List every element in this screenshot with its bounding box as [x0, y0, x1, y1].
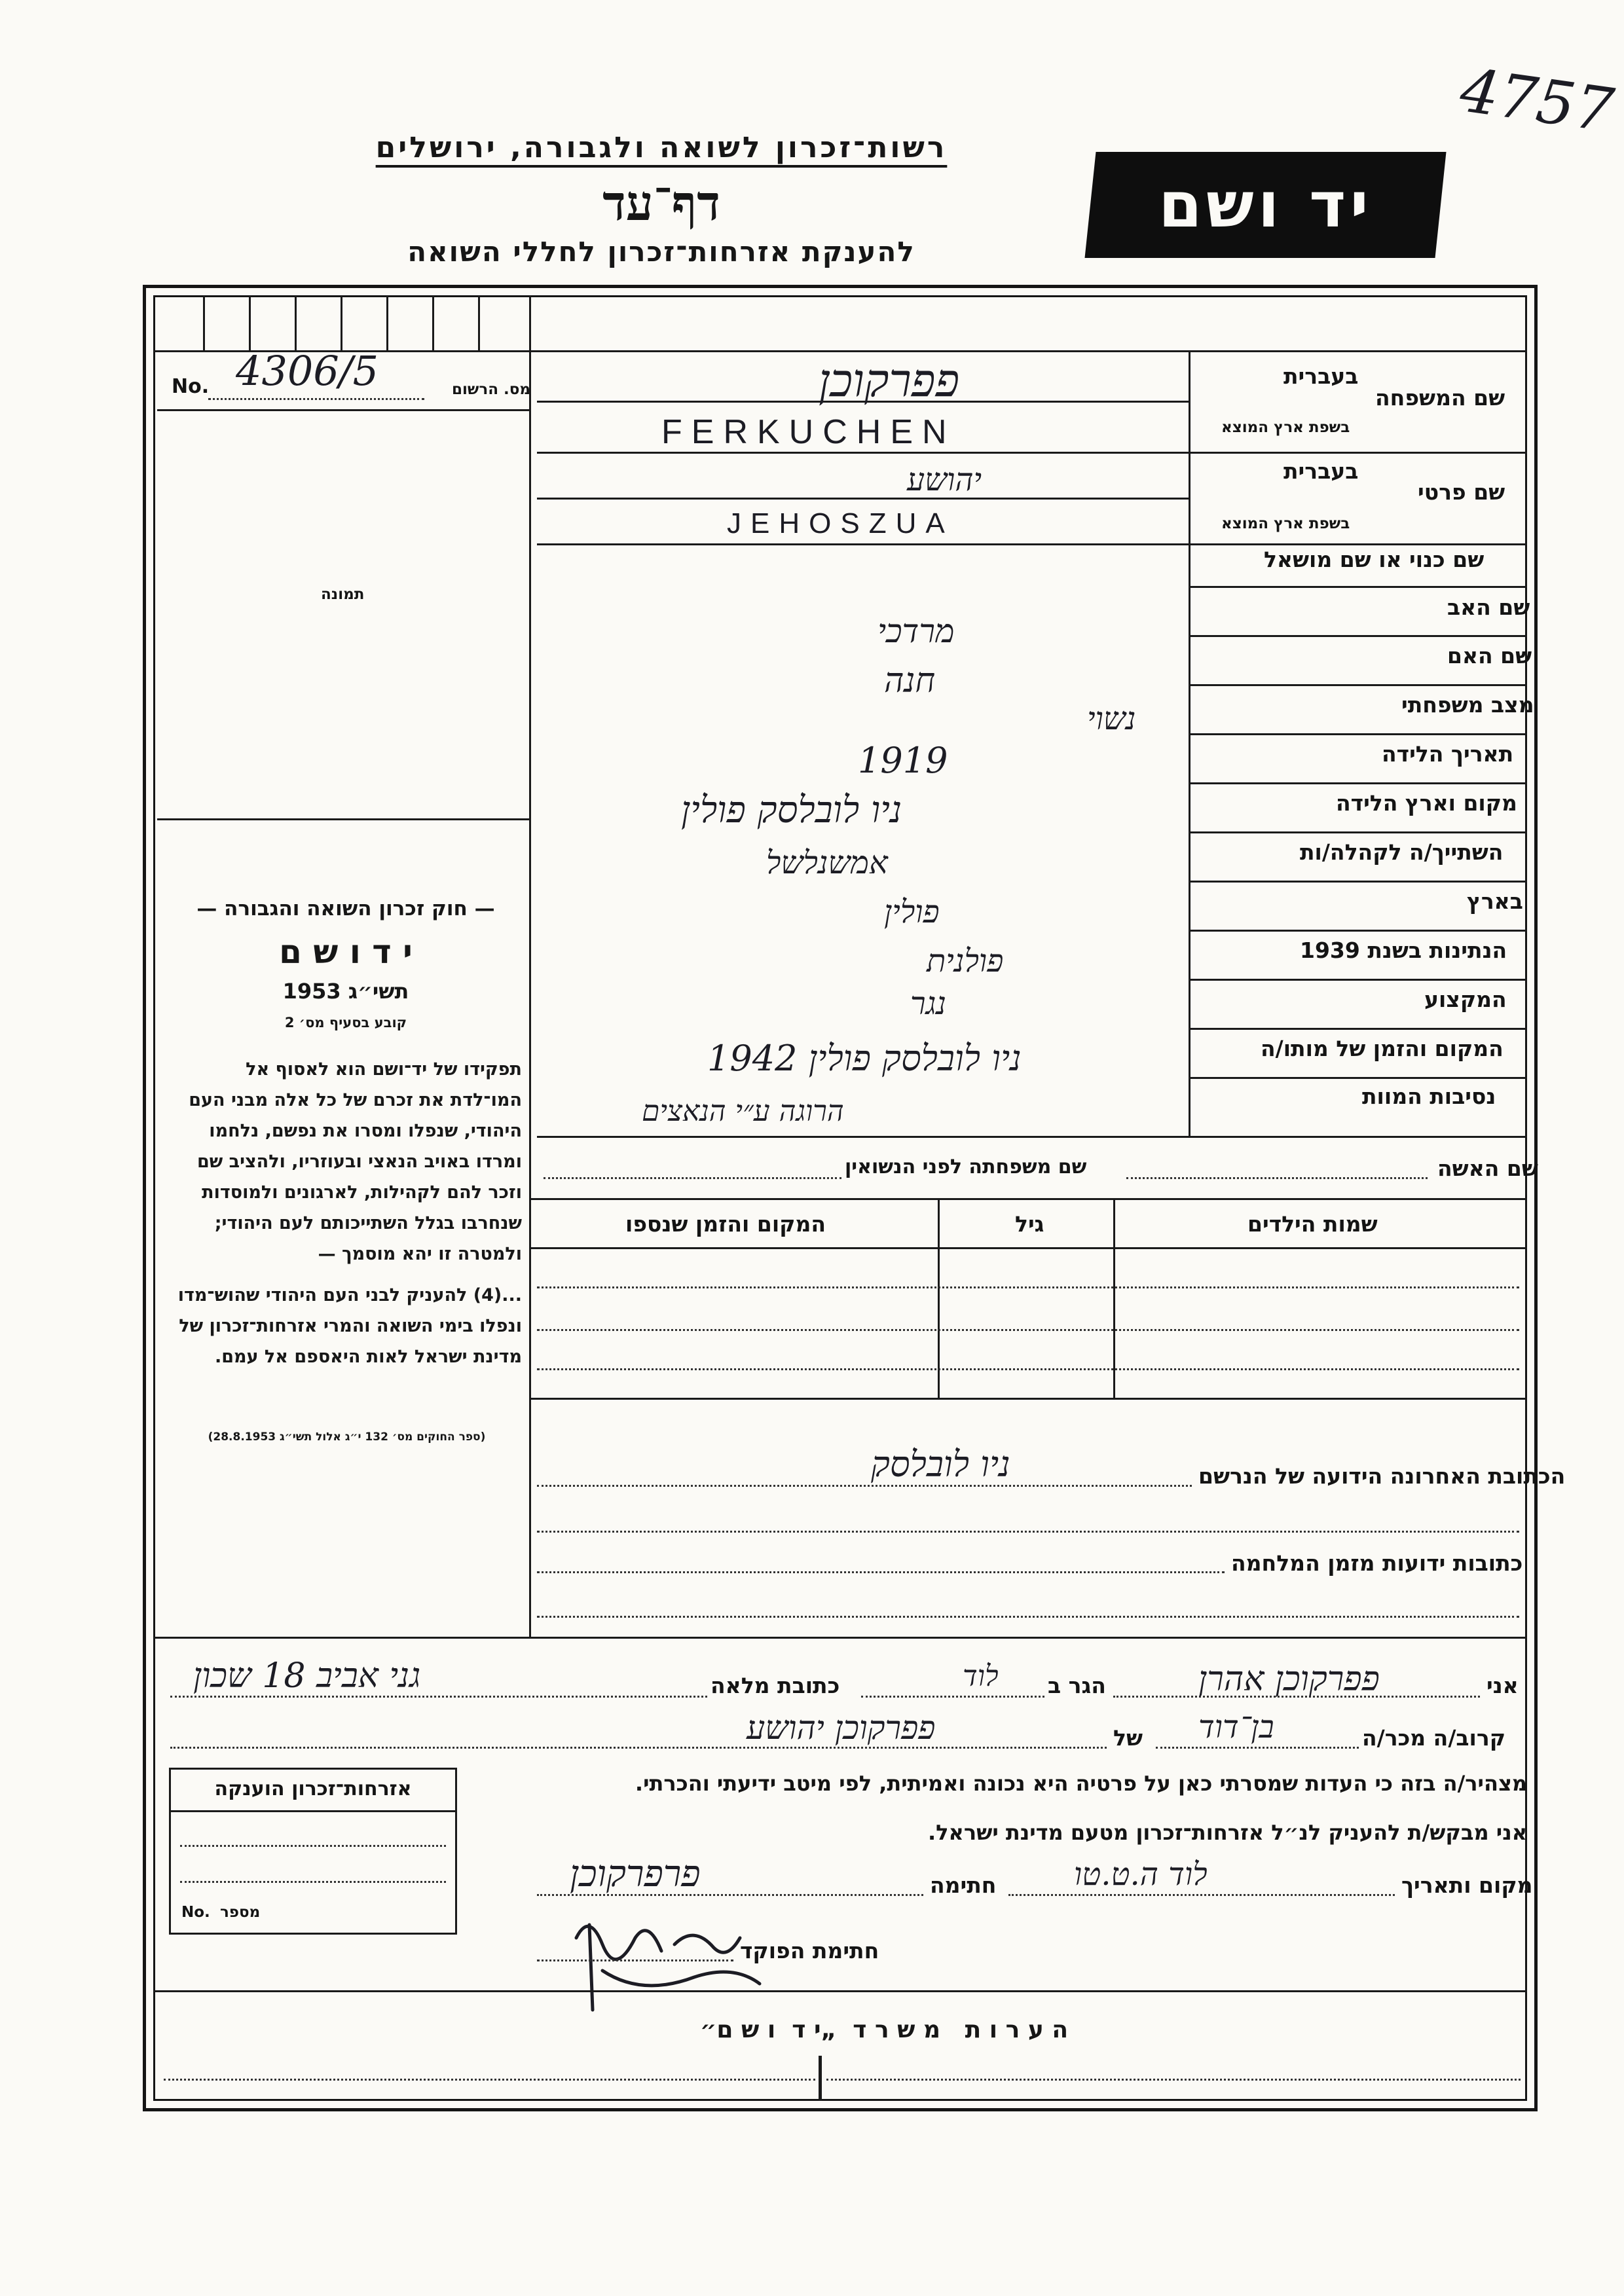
declarant-i-label: אני — [1486, 1673, 1519, 1698]
firstname-hebrew-sublabel: בעברית — [1283, 458, 1359, 484]
law-heading: — חוק זכרון השואה והגבורה — — [196, 897, 495, 920]
firstname-latin-value: JEHOSZUA — [727, 507, 954, 539]
declarant-resident-label: הגר ב — [1048, 1673, 1106, 1698]
declarant-address-value: גני אביב 18 שכון — [193, 1656, 421, 1696]
declarant-relation: בן־דוד — [1198, 1709, 1274, 1745]
law-clause: קובע בסעיף מס׳ 2 — [284, 1015, 407, 1030]
community-label: השתייך/ה לקהלה/ות — [1300, 839, 1504, 865]
logo-text: יד ושם — [1158, 168, 1373, 242]
last-address-label: הכתובת האחרונה הידועה של הנרשם — [1198, 1463, 1566, 1489]
declaration-line-2: אני מבקש/ת להעניק לנ״ל אזרחות־זכרון מטעם מדינת ישראל. — [928, 1820, 1527, 1845]
firstname-label: שם פרטי — [1418, 479, 1505, 505]
profession-value: נגר — [910, 985, 947, 1022]
nickname-label: שם כנוי או שם מושאל — [1264, 547, 1485, 572]
form-subtitle: להענקת אזרחות־זכרון לחללי השואה — [407, 236, 915, 268]
officer-signature-scribble — [563, 1899, 838, 2030]
mother-value: חנה — [884, 661, 936, 701]
declarant-name: פפרקוכן אהרן — [1198, 1660, 1380, 1699]
wife-maiden-dots — [544, 1177, 841, 1179]
surname-hebrew-sublabel: בעברית — [1283, 363, 1359, 389]
registration-label: מס. הרשום — [452, 381, 531, 398]
surname-origin-sublabel: בשפת ארץ המוצא — [1221, 419, 1350, 436]
in-country-value: פולין — [884, 894, 940, 930]
birth-place-label: מקום וארץ הלידה — [1336, 790, 1517, 816]
wartime-address-dots — [537, 1571, 1225, 1573]
corner-number: 4757 — [1456, 55, 1618, 146]
signature-label: חתימה — [930, 1872, 997, 1898]
declarant-address-label: כתובת מלאה — [710, 1673, 840, 1698]
in-country-label: בארץ — [1467, 888, 1523, 914]
wartime-address-label: כתובות ידועות מזמן המלחמה — [1231, 1550, 1523, 1576]
marital-value: נשוי — [1087, 701, 1136, 737]
office-notes-divider — [819, 2056, 822, 2101]
birth-date-label: תאריך הלידה — [1382, 741, 1514, 767]
place-date-value: לוד ה.ט.טו — [1074, 1856, 1208, 1893]
citizenship-box-title: אזרחות־זכרון הוענקה — [214, 1777, 412, 1800]
citizenship-granted-box — [169, 1768, 457, 1935]
signature-value: פרפרקוכן — [570, 1853, 701, 1895]
community-value: אמשנלשל — [766, 845, 888, 881]
marital-label: מצב משפחתי — [1401, 692, 1534, 718]
declarant-resident-value: לוד — [963, 1660, 999, 1693]
form-title: דף־עד — [602, 175, 720, 232]
birth-place-value: ניו לובלסק פולין — [681, 789, 902, 831]
wife-label: שם האשה — [1437, 1156, 1538, 1181]
citizenship-box-number-label: מספר — [220, 1904, 261, 1921]
registration-number: 4306/5 — [236, 347, 379, 395]
law-year: תשי״ג 1953 — [282, 979, 409, 1004]
left-column-divider — [529, 295, 531, 1637]
officer-signature-label: חתימת הפוקד — [740, 1938, 879, 1963]
citizenship-box-no-label: No. — [181, 1904, 210, 1921]
declaration-line-1: מצהיר/ה בזה כי העדות שמסרתי כאן על פרטיה היא נכונה ואמיתית, לפי מיטב ידיעתי והכרתי. — [635, 1771, 1527, 1796]
photo-area-bottom-line — [157, 818, 529, 820]
children-header-place: המקום והזמן שנספו — [625, 1211, 826, 1237]
law-item-4: ...(4) להעניק לבני העם היהודי שהוש־מדו ונפלו בימי השואה והמרי אזרחות־זכרון של מדינת ישראל לאות היאספם אל עמם. — [177, 1285, 522, 1367]
registration-no-label: No. — [172, 375, 210, 398]
death-circumstances-value: הרוגה ע״י הנאצים — [642, 1095, 844, 1128]
label-column-divider — [1189, 350, 1190, 1136]
mother-label: שם האם — [1447, 643, 1532, 668]
surname-hebrew-value: פפרקוכן — [819, 354, 960, 407]
declarant-of-label: של — [1113, 1725, 1143, 1751]
death-place-label: המקום והזמן של מותו/ה — [1261, 1036, 1504, 1061]
citizenship-label: הנתינות בשנת 1939 — [1300, 938, 1507, 963]
firstname-hebrew-value: יהושע — [907, 462, 982, 498]
children-header-age: גיל — [1015, 1211, 1044, 1237]
citizenship-value: פולנית — [927, 943, 1004, 979]
death-place-value: ניו לובלסק פולין 1942 — [707, 1038, 1022, 1079]
law-name: י ד ו ש ם — [279, 933, 413, 971]
wife-maiden-label: שם משפחתה לפני הנשואין — [845, 1156, 1087, 1178]
declarant-of-name: פפרקוכן יהושע — [747, 1709, 936, 1747]
profession-label: המקצוע — [1424, 987, 1507, 1012]
law-body: תפקידו של יד־ושם הוא לאסוף אל המו־לדת את זכרם של כל אלה מבני העם היהודי, שנפלו ומסרו את נפשם, נלחמו ומרדו באויב הנאצי ובעוזריו, ולהציב שם וזכר להם לקהילות, לארגונים ולמוסדות שנחרבו בגלל השתייכותם לעם היהודי; ולמטרה זו יהא מוסמך — — [189, 1059, 522, 1264]
yad-vashem-logo — [1084, 152, 1446, 258]
registration-underline — [157, 409, 529, 411]
top-tick-grid — [157, 295, 529, 350]
firstname-origin-sublabel: בשפת ארץ המוצא — [1221, 515, 1350, 532]
last-address-value: ניו לובלסק — [871, 1444, 1010, 1485]
declarant-relative-label: קרוב/ה מכר/ה — [1362, 1725, 1505, 1751]
surname-latin-value: FERKUCHEN — [661, 413, 956, 451]
surname-label: שם המשפחה — [1375, 385, 1505, 410]
law-source: (ספר החוקים מס׳ 132 י״ג אלול תשי״ג 28.8.1953) — [208, 1430, 486, 1444]
father-value: מרדכי — [877, 612, 955, 650]
place-date-label: מקום ותאריך — [1401, 1872, 1533, 1898]
death-circumstances-label: נסיבות המוות — [1362, 1084, 1496, 1109]
office-notes-title: ה ע ר ו ת מ ש ר ד „י ד ו ש ם״ — [699, 2016, 1069, 2043]
wife-dots — [1126, 1177, 1428, 1179]
birth-date-value: 1919 — [858, 740, 948, 781]
authority-line: רשות־זכרון לשואה ולגבורה, ירושלים — [375, 131, 948, 164]
father-label: שם האב — [1447, 594, 1530, 620]
registration-dots — [208, 398, 424, 400]
children-header-names: שמות הילדים — [1247, 1211, 1378, 1237]
photo-label: תמונה — [321, 586, 365, 603]
last-address-dots — [537, 1485, 1192, 1487]
